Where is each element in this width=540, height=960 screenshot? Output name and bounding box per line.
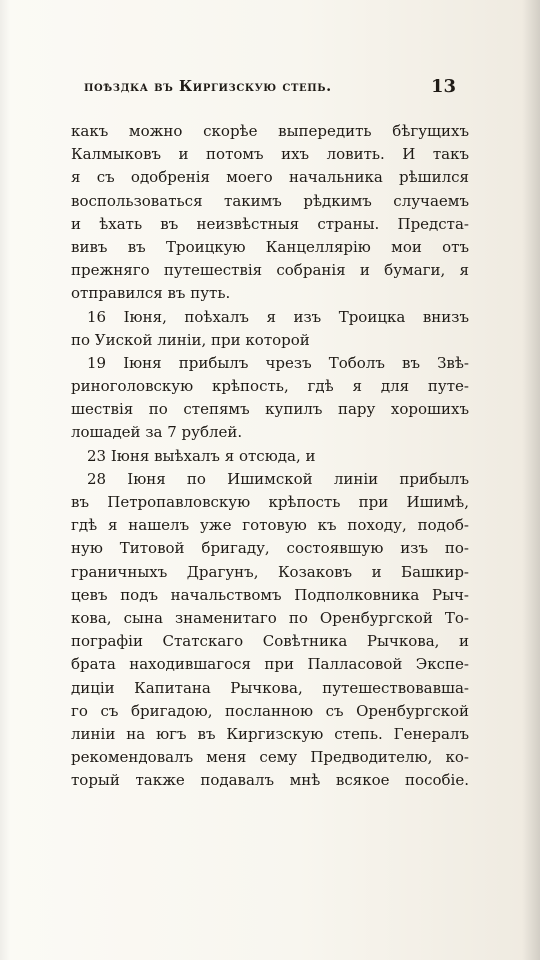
text-line: торый также подавалъ мнѣ всякое пособіе. [71,771,469,790]
text-line: кова, сына знаменитаго по Оренбургской То- [71,608,469,627]
text-line: лошадей за 7 рублей. [71,423,243,442]
text-line: ную Титовой бригаду, состоявшую изъ по- [71,539,469,558]
text-line: и ѣхать въ неизвѣстныя страны. Предста- [71,214,469,233]
text-line: 16 Іюня, поѣхалъ я изъ Троицка внизъ [87,307,469,326]
text-line: цевъ подъ начальствомъ Подполковника Рыч- [71,585,469,604]
text-line: брата находившагося при Палласовой Экспе- [71,655,469,674]
text-line: 19 Іюня прибылъ чрезъ Тоболъ въ Звѣ- [87,353,469,372]
text-line: въ Петропавловскую крѣпость при Ишимѣ, [71,493,469,511]
text-line: го съ бригадою, посланною съ Оренбургской [71,701,469,720]
body-text [71,120,469,792]
text-line: рекомендовалъ меня сему Предводителю, ко- [71,748,469,767]
text-line: Калмыковъ и потомъ ихъ ловить. И такъ [71,145,469,164]
text-line: риноголовскую крѣпость, гдѣ я для путе- [71,377,469,396]
text-line: отправился въ путь. [71,284,231,303]
text-line: 23 Іюня выѣхалъ я отсюда, и [87,446,316,465]
text-line: какъ можно скорѣе выпередить бѣгущихъ [71,122,469,140]
text-line: граничныхъ Драгунъ, Козаковъ и Башкир- [71,562,469,581]
page-number: 13 [430,76,456,97]
text-line: 28 Іюня по Ишимской линіи прибылъ [87,469,469,488]
running-head: поѣздка въ Киргизскую степь. [84,78,332,95]
text-line: воспользоваться такимъ рѣдкимъ случаемъ [71,191,469,210]
text-line: линіи на югъ въ Киргизскую степь. Генералъ [71,724,469,743]
text-line: по Уиской линіи, при которой [71,330,310,349]
text-line: шествія по степямъ купилъ пару хорошихъ [71,400,469,419]
text-line: я съ одобренія моего начальника рѣшился [71,168,469,187]
text-line: гдѣ я нашелъ уже готовую къ походу, подоб- [71,516,469,535]
text-line: вивъ въ Троицкую Канцеллярію мои отъ [71,237,469,256]
text-line: пографіи Статскаго Совѣтника Рычкова, и [71,632,469,651]
text-line: диціи Капитана Рычкова, путешествовавша- [71,678,469,697]
page-header [84,78,456,102]
text-line: прежняго путешествія собранія и бумаги, я [71,261,469,280]
